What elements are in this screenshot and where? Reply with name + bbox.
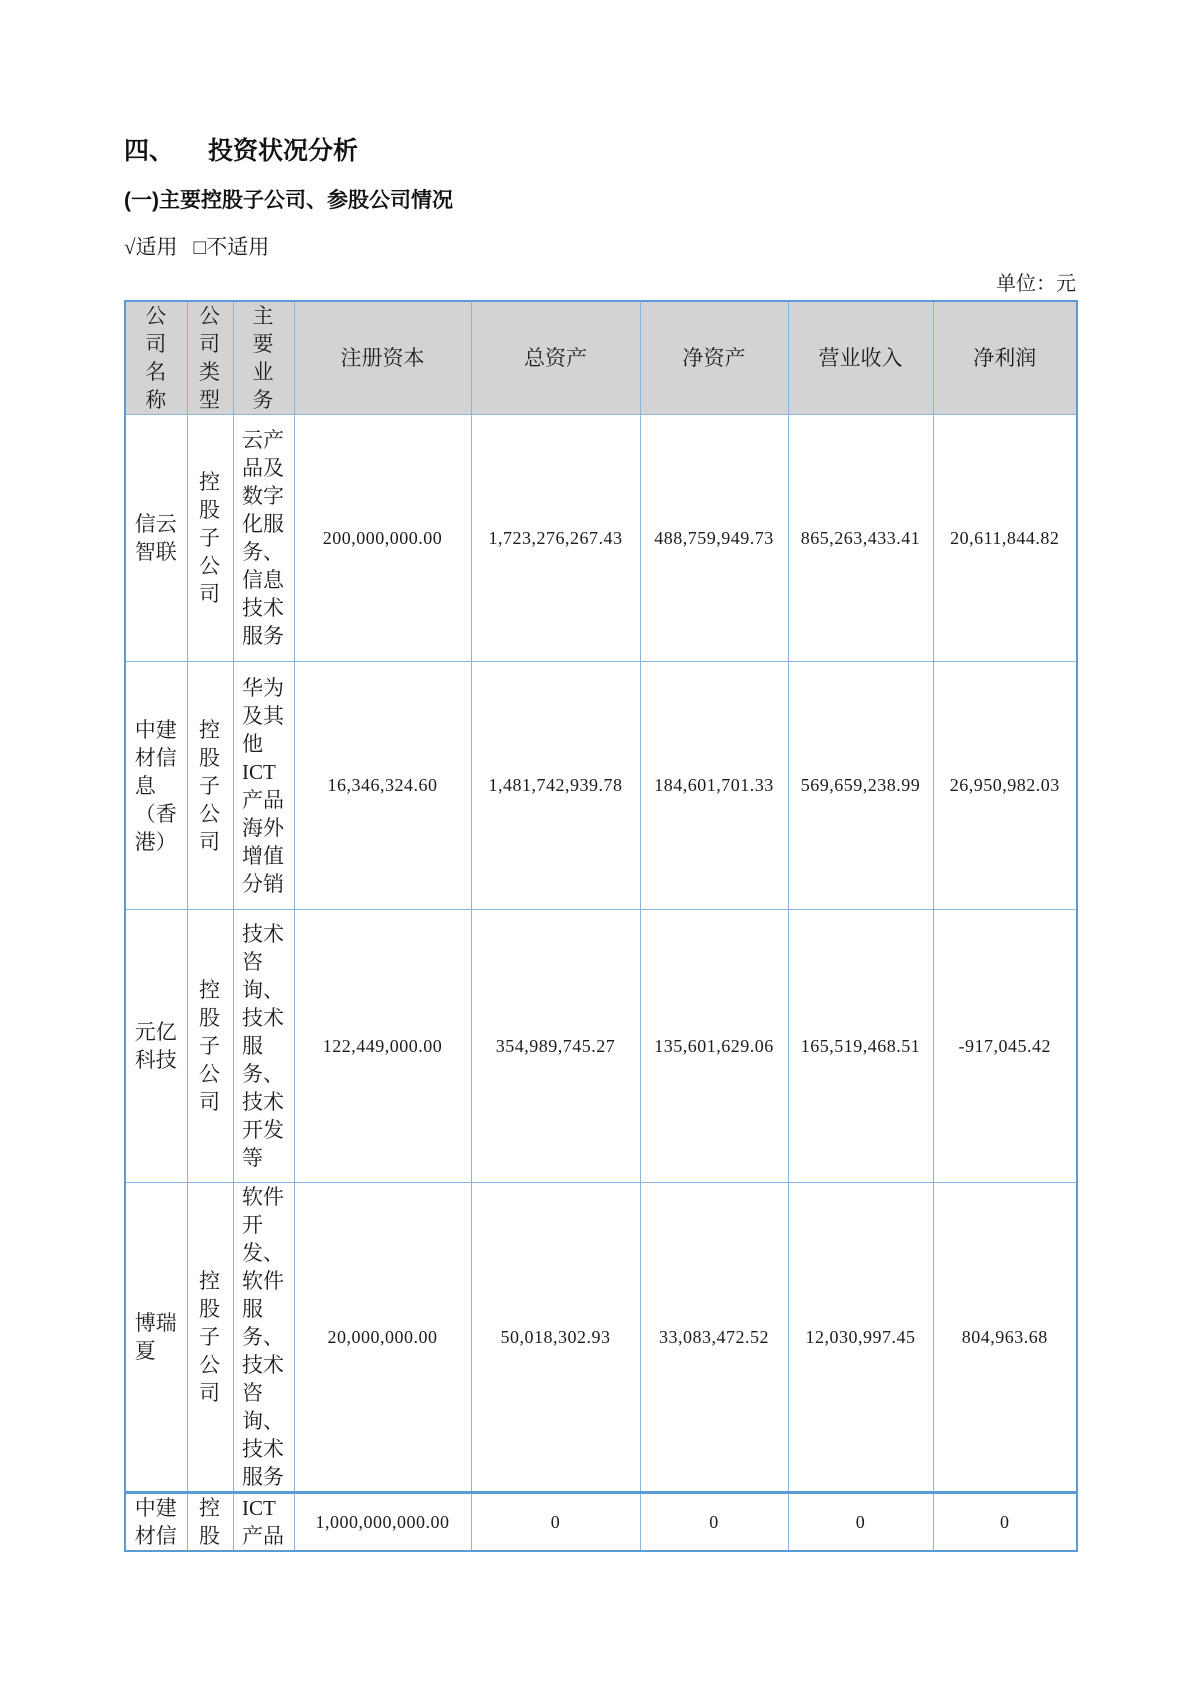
header-net-assets: 净资产 [640, 301, 788, 415]
cell-main-business: 云产品及数字化服务、信息技术服务 [233, 415, 294, 662]
section-title-text: 投资状况分析 [208, 137, 359, 165]
cell-operating-revenue: 165,519,468.51 [788, 910, 933, 1183]
applicability-line [124, 234, 1076, 260]
cell-company-type: 控股子公司 [187, 1183, 233, 1493]
cell-net-assets: 0 [640, 1493, 788, 1552]
header-operating-revenue: 营业收入 [788, 301, 933, 415]
cell-total-assets: 1,481,742,939.78 [471, 662, 640, 910]
cell-net-assets: 184,601,701.33 [640, 662, 788, 910]
cell-company-type: 控股 [187, 1493, 233, 1552]
cell-net-profit: 804,963.68 [933, 1183, 1077, 1493]
cell-registered-capital: 1,000,000,000.00 [294, 1493, 471, 1552]
header-company-name: 公司名称 [125, 301, 187, 415]
section-title [124, 135, 1076, 167]
cell-net-profit: 0 [933, 1493, 1077, 1552]
section-number: 四、 [124, 137, 175, 165]
applicable-checked-option: √适用 [124, 235, 178, 259]
cell-total-assets: 0 [471, 1493, 640, 1552]
cell-net-profit: 26,950,982.03 [933, 662, 1077, 910]
cell-company-name: 博瑞夏 [125, 1183, 187, 1493]
cell-registered-capital: 200,000,000.00 [294, 415, 471, 662]
subsidiaries-table [124, 300, 1078, 1552]
cell-company-name: 元亿科技 [125, 910, 187, 1183]
header-net-profit: 净利润 [933, 301, 1077, 415]
cell-operating-revenue: 0 [788, 1493, 933, 1552]
cell-operating-revenue: 569,659,238.99 [788, 662, 933, 910]
header-total-assets: 总资产 [471, 301, 640, 415]
cell-company-name: 中建材信 [125, 1493, 187, 1552]
table-header-row [125, 301, 1077, 415]
cell-operating-revenue: 12,030,997.45 [788, 1183, 933, 1493]
cell-registered-capital: 122,449,000.00 [294, 910, 471, 1183]
cell-net-assets: 135,601,629.06 [640, 910, 788, 1183]
header-main-business: 主要业务 [233, 301, 294, 415]
cell-registered-capital: 16,346,324.60 [294, 662, 471, 910]
cell-net-assets: 488,759,949.73 [640, 415, 788, 662]
cell-total-assets: 354,989,745.27 [471, 910, 640, 1183]
cell-total-assets: 50,018,302.93 [471, 1183, 640, 1493]
cell-net-profit: 20,611,844.82 [933, 415, 1077, 662]
cell-company-name: 信云智联 [125, 415, 187, 662]
cell-registered-capital: 20,000,000.00 [294, 1183, 471, 1493]
cell-main-business: 技术咨询、技术服务、技术开发等 [233, 910, 294, 1183]
document-page [124, 135, 1076, 1552]
cell-operating-revenue: 865,263,433.41 [788, 415, 933, 662]
table-row [125, 910, 1077, 1183]
cell-company-name: 中建材信息（香港） [125, 662, 187, 910]
cell-company-type: 控股子公司 [187, 910, 233, 1183]
table-row [125, 415, 1077, 662]
cell-company-type: 控股子公司 [187, 415, 233, 662]
table-row [125, 662, 1077, 910]
table-row [125, 1493, 1077, 1552]
cell-total-assets: 1,723,276,267.43 [471, 415, 640, 662]
cell-company-type: 控股子公司 [187, 662, 233, 910]
cell-main-business: ICT产品 [233, 1493, 294, 1552]
header-registered-capital: 注册资本 [294, 301, 471, 415]
table-row [125, 1183, 1077, 1493]
cell-main-business: 软件开发、软件服务、技术咨询、技术服务 [233, 1183, 294, 1493]
cell-net-assets: 33,083,472.52 [640, 1183, 788, 1493]
cell-main-business: 华为及其他ICT产品海外增值分销 [233, 662, 294, 910]
unit-label: 单位：元 [996, 273, 1076, 295]
not-applicable-option: □不适用 [193, 235, 270, 259]
cell-net-profit: -917,045.42 [933, 910, 1077, 1183]
subsection-title: (一)主要控股子公司、参股公司情况 [124, 189, 453, 212]
header-company-type: 公司类型 [187, 301, 233, 415]
